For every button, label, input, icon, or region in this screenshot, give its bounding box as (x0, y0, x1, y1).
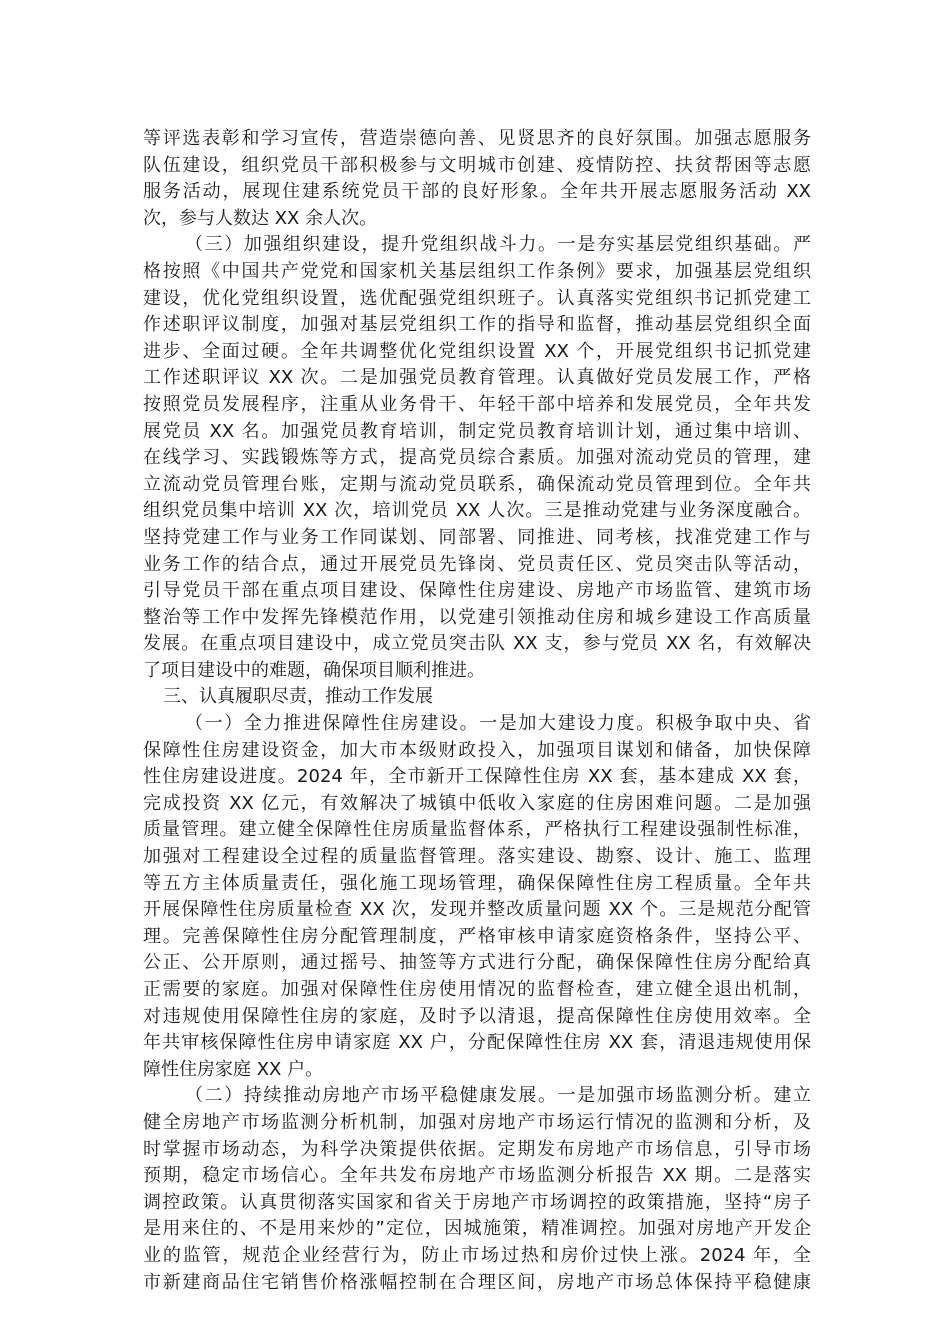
text-line: 完成投资 XX 亿元，有效解决了城镇中低收入家庭的住房困难问题。二是加强 (143, 792, 811, 814)
text-line: 作述职评议制度，加强对基层党组织工作的指导和监督，推动基层党组织全面 (143, 314, 811, 336)
text-line: 调控政策。认真贯彻落实国家和省关于房地产市场调控的政策措施，坚持“房子 (143, 1191, 811, 1213)
text-line: 队伍建设，组织党员干部积极参与文明城市创建、疫情防控、扶贫帮困等志愿 (143, 154, 811, 176)
text-line: 质量管理。建立健全保障性住房质量监督体系，严格执行工程建设强制性标准， (143, 819, 811, 841)
text-line: （一）全力推进保障性住房建设。一是加大建设力度。积极争取中央、省 (185, 713, 811, 735)
text-line: 组织党员集中培训 XX 次，培训党员 XX 人次。三是推动党建与业务深度融合。 (143, 500, 811, 522)
text-line: 加强对工程建设全过程的质量监督管理。落实建设、勘察、设计、施工、监理 (143, 846, 811, 868)
text-line: 健全房地产市场监测分析机制，加强对房地产市场运行情况的监测和分析，及 (143, 1111, 811, 1133)
text-line: 发展。在重点项目建设中，成立党员突击队 XX 支，参与党员 XX 名，有效解决 (143, 633, 811, 655)
text-line: 进步、全面过硬。全年共调整优化党组织设置 XX 个，开展党组织书记抓党建 (143, 340, 811, 362)
text-line: 建设，优化党组织设置，选优配强党组织班子。认真落实党组织书记抓党建工 (143, 287, 811, 309)
text-line: 是用来住的、不是用来炒的”定位，因城施策，精准调控。加强对房地产开发企 (143, 1218, 811, 1240)
text-line: 次，参与人数达 XX 余人次。 (143, 207, 378, 229)
text-line: 服务活动，展现住建系统党员干部的良好形象。全年共开展志愿服务活动 XX (143, 181, 811, 203)
section-heading: 三、认真履职尽责，推动工作发展 (163, 686, 433, 708)
text-line: 了项目建设中的难题，确保项目顺利推进。 (143, 659, 485, 681)
text-line: 市新建商品住宅销售价格涨幅控制在合理区间，房地产市场总体保持平稳健康 (143, 1271, 811, 1293)
text-line: 预期，稳定市场信心。全年共发布房地产市场监测分析报告 XX 期。二是落实 (143, 1165, 811, 1187)
text-line: 对违规使用保障性住房的家庭，及时予以清退，提高保障性住房使用效率。全 (143, 1005, 811, 1027)
text-line: 性住房建设进度。2024 年，全市新开工保障性住房 XX 套，基本建成 XX 套， (143, 766, 811, 788)
text-line: 业务工作的结合点，通过开展党员先锋岗、党员责任区、党员突击队等活动， (143, 553, 811, 575)
text-line: 坚持党建工作与业务工作同谋划、同部署、同推进、同考核，找准党建工作与 (143, 526, 811, 548)
text-line: 引导党员干部在重点项目建设、保障性住房建设、房地产市场监管、建筑市场 (143, 580, 811, 602)
text-line: 理。完善保障性住房分配管理制度，严格审核申请家庭资格条件，坚持公平、 (143, 925, 811, 947)
text-line: 等五方主体质量责任，强化施工现场管理，确保保障性住房工程质量。全年共 (143, 872, 811, 894)
text-line: 正需要的家庭。加强对保障性住房使用情况的监督检查，建立健全退出机制， (143, 979, 811, 1000)
text-line: 公正、公开原则，通过摇号、抽签等方式进行分配，确保保障性住房分配给真 (143, 952, 811, 974)
text-line: 等评选表彰和学习宣传，营造崇德向善、见贤思齐的良好氛围。加强志愿服务 (143, 128, 811, 149)
text-line: 在线学习、实践锻炼等方式，提高党员综合素质。加强对流动党员的管理，建 (143, 447, 811, 469)
text-line: 开展保障性住房质量检查 XX 次，发现并整改质量问题 XX 个。三是规范分配管 (143, 899, 811, 921)
text-line: 格按照《中国共产党党和国家机关基层组织工作条例》要求，加强基层党组织 (143, 260, 811, 282)
text-line: 业的监管，规范企业经营行为，防止市场过热和房价过快上涨。2024 年，全 (143, 1244, 811, 1266)
text-line: 展党员 XX 名。加强党员教育培训，制定党员教育培训计划，通过集中培训、 (143, 420, 811, 442)
text-line: 保障性住房建设资金，加大市本级财政投入，加强项目谋划和储备，加快保障 (143, 739, 811, 761)
text-line: 障性住房家庭 XX 户。 (143, 1058, 324, 1080)
text-line: 按照党员发展程序，注重从业务骨干、年轻干部中培养和发展党员，全年共发 (143, 393, 811, 415)
text-line: 立流动党员管理台账，定期与流动党员联系，确保流动党员管理到位。全年共 (143, 473, 811, 495)
text-line: （三）加强组织建设，提升党组织战斗力。一是夯实基层党组织基础。严 (185, 234, 811, 256)
text-line: 年共审核保障性住房申请家庭 XX 户，分配保障性住房 XX 套，清退违规使用保 (143, 1032, 811, 1054)
text-line: 时掌握市场动态，为科学决策提供依据。定期发布房地产市场信息，引导市场 (143, 1138, 811, 1160)
text-line: 整治等工作中发挥先锋模范作用，以党建引领推动住房和城乡建设工作高质量 (143, 606, 811, 628)
document-body (143, 126, 811, 1296)
text-line: （二）持续推动房地产市场平稳健康发展。一是加强市场监测分析。建立 (185, 1085, 811, 1107)
text-line: 工作述职评议 XX 次。二是加强党员教育管理。认真做好党员发展工作，严格 (143, 367, 811, 389)
